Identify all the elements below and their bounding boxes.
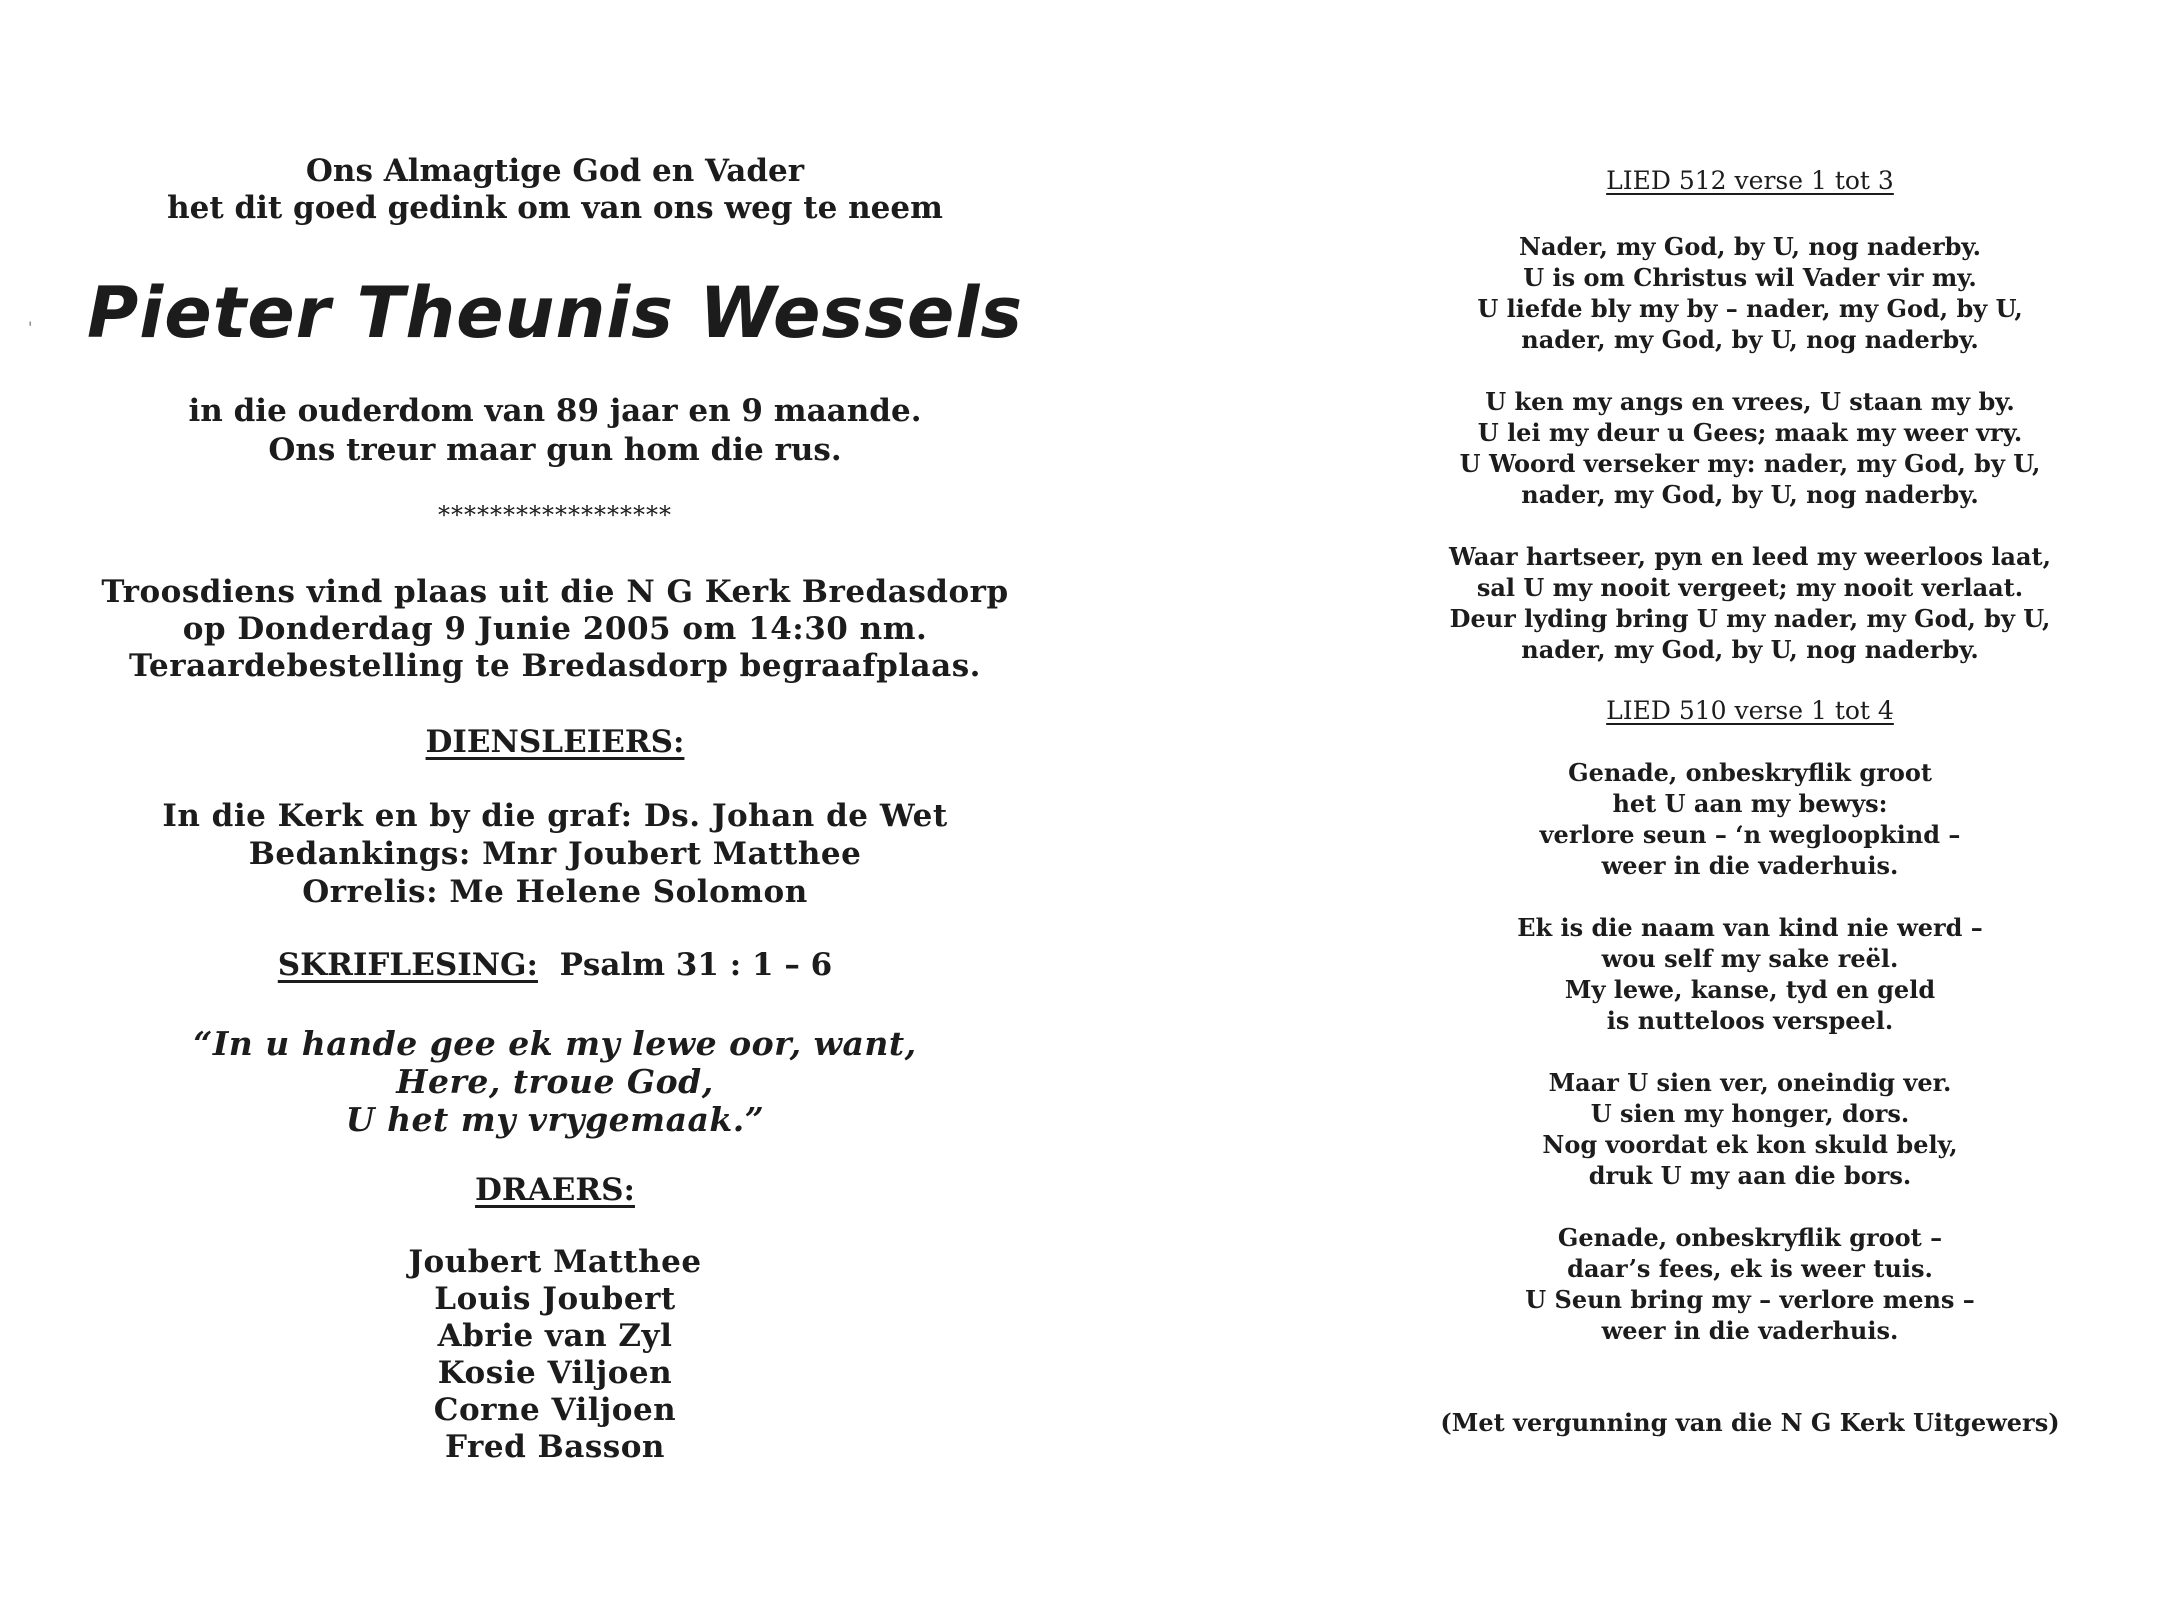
verse-line: U lei my deur u Gees; maak my weer vry. — [1477, 418, 2023, 447]
reading-row — [40, 945, 1070, 985]
officiant-line: Bedankings: Mnr Joubert Matthee — [248, 836, 862, 872]
intro — [40, 153, 1070, 227]
verse-line: nader, my God, by U, nog naderby. — [1521, 325, 1979, 354]
officiants-list — [40, 797, 1070, 911]
intro-line: het dit goed gedink om van ons weg te neem — [167, 190, 943, 226]
verse-line: nader, my God, by U, nog naderby. — [1521, 635, 1979, 664]
hymn-510-heading: LIED 510 verse 1 tot 4 — [1606, 696, 1894, 725]
hymn-510-verse — [1390, 1222, 2110, 1346]
left-page — [40, 0, 1070, 1616]
bearer-name: Kosie Viljoen — [437, 1355, 673, 1391]
verse-line: druk U my aan die bors. — [1588, 1161, 1912, 1190]
verse-line: sal U my nooit vergeet; my nooit verlaat. — [1476, 573, 2024, 602]
bearers-heading: DRAERS: — [475, 1172, 635, 1208]
service-line: op Donderdag 9 Junie 2005 om 14:30 nm. — [182, 611, 928, 647]
officiants-heading: DIENSLEIERS: — [425, 724, 685, 760]
verse-line: Genade, onbeskryflik groot — [1568, 758, 1932, 787]
verse-line: Deur lyding bring U my nader, my God, by U, — [1449, 604, 2051, 633]
service-details — [40, 574, 1070, 685]
separator-block — [40, 500, 1070, 530]
verse-line: Ek is die naam van kind nie werd – — [1517, 913, 1983, 942]
hymn-510-verse — [1390, 1067, 2110, 1191]
verse-line: U Woord verseker my: nader, my God, by U, — [1459, 449, 2041, 478]
verse-line: Genade, onbeskryflik groot – — [1557, 1223, 1943, 1252]
bearers-heading-block — [40, 1170, 1070, 1210]
hymn-512-verse — [1390, 386, 2110, 510]
hymn-510-verse — [1390, 757, 2110, 881]
reading-reference: Psalm 31 : 1 – 6 — [559, 947, 833, 983]
age-line: in die ouderdom van 89 jaar en 9 maande. — [188, 393, 922, 429]
intro-line: Ons Almagtige God en Vader — [305, 153, 805, 189]
quote-line: Here, troue God, — [396, 1062, 714, 1101]
verse-line: Nader, my God, by U, nog naderby. — [1519, 232, 1981, 261]
reading-block — [40, 945, 1070, 985]
deceased-name: Pieter Theunis Wessels — [86, 272, 1024, 354]
verse-line: verlore seun – ‘n wegloopkind – — [1539, 820, 1961, 849]
quote-line: “In u hande gee ek my lewe oor, want, — [193, 1024, 917, 1063]
quote-line: U het my vrygemaak.” — [345, 1100, 765, 1139]
hymn-512-verse — [1390, 541, 2110, 665]
age-line: Ons treur maar gun hom die rus. — [268, 432, 842, 468]
verse-line: Maar U sien ver, oneindig ver. — [1548, 1068, 1952, 1097]
verse-line: daar’s fees, ek is weer tuis. — [1567, 1254, 1933, 1283]
hymn-512-verse — [1390, 231, 2110, 355]
service-line: Teraardebestelling te Bredasdorp begraafplaas. — [129, 648, 981, 684]
bearer-name: Louis Joubert — [434, 1281, 676, 1317]
verse-line: wou self my sake reël. — [1601, 944, 1899, 973]
bearer-name: Abrie van Zyl — [437, 1318, 673, 1354]
scan-mark: ' — [28, 318, 33, 337]
reading-quote — [40, 1025, 1070, 1139]
hymn-510-heading-block — [1390, 694, 2110, 728]
age-notice — [40, 392, 1070, 470]
verse-line: weer in die vaderhuis. — [1601, 1316, 1899, 1345]
verse-line: Nog voordat ek kon skuld bely, — [1542, 1130, 1958, 1159]
officiants-heading-block — [40, 722, 1070, 762]
verse-line: My lewe, kanse, tyd en geld — [1564, 975, 1936, 1004]
verse-line: weer in die vaderhuis. — [1601, 851, 1899, 880]
separator: ****************** — [438, 501, 672, 529]
hymn-510-verse — [1390, 912, 2110, 1036]
officiant-line: Orrelis: Me Helene Solomon — [302, 874, 808, 910]
right-page — [1390, 0, 2110, 1616]
verse-line: het U aan my bewys: — [1612, 789, 1888, 818]
service-line: Troosdiens vind plaas uit die N G Kerk Bredasdorp — [101, 574, 1009, 610]
reading-heading: SKRIFLESING: — [277, 947, 538, 983]
verse-line: U is om Christus wil Vader vir my. — [1523, 263, 1977, 292]
credit-block — [1390, 1406, 2110, 1440]
bearers-list — [40, 1244, 1070, 1466]
deceased-name-block — [40, 268, 1070, 358]
officiant-line: In die Kerk en by die graf: Ds. Johan de Wet — [162, 798, 948, 834]
verse-line: nader, my God, by U, nog naderby. — [1521, 480, 1979, 509]
publisher-credit: (Met vergunning van die N G Kerk Uitgewers) — [1440, 1408, 2060, 1437]
bearer-name: Joubert Matthee — [408, 1244, 702, 1280]
verse-line: is nutteloos verspeel. — [1606, 1006, 1894, 1035]
hymn-512-heading-block — [1390, 164, 2110, 198]
verse-line: U ken my angs en vrees, U staan my by. — [1485, 387, 2015, 416]
bearer-name: Fred Basson — [445, 1429, 665, 1465]
verse-line: U liefde bly my by – nader, my God, by U, — [1477, 294, 2023, 323]
bearer-name: Corne Viljoen — [433, 1392, 677, 1428]
verse-line: Waar hartseer, pyn en leed my weerloos laat, — [1449, 542, 2051, 571]
hymn-512-heading: LIED 512 verse 1 tot 3 — [1606, 166, 1894, 195]
verse-line: U Seun bring my – verlore mens – — [1525, 1285, 1975, 1314]
verse-line: U sien my honger, dors. — [1590, 1099, 1910, 1128]
